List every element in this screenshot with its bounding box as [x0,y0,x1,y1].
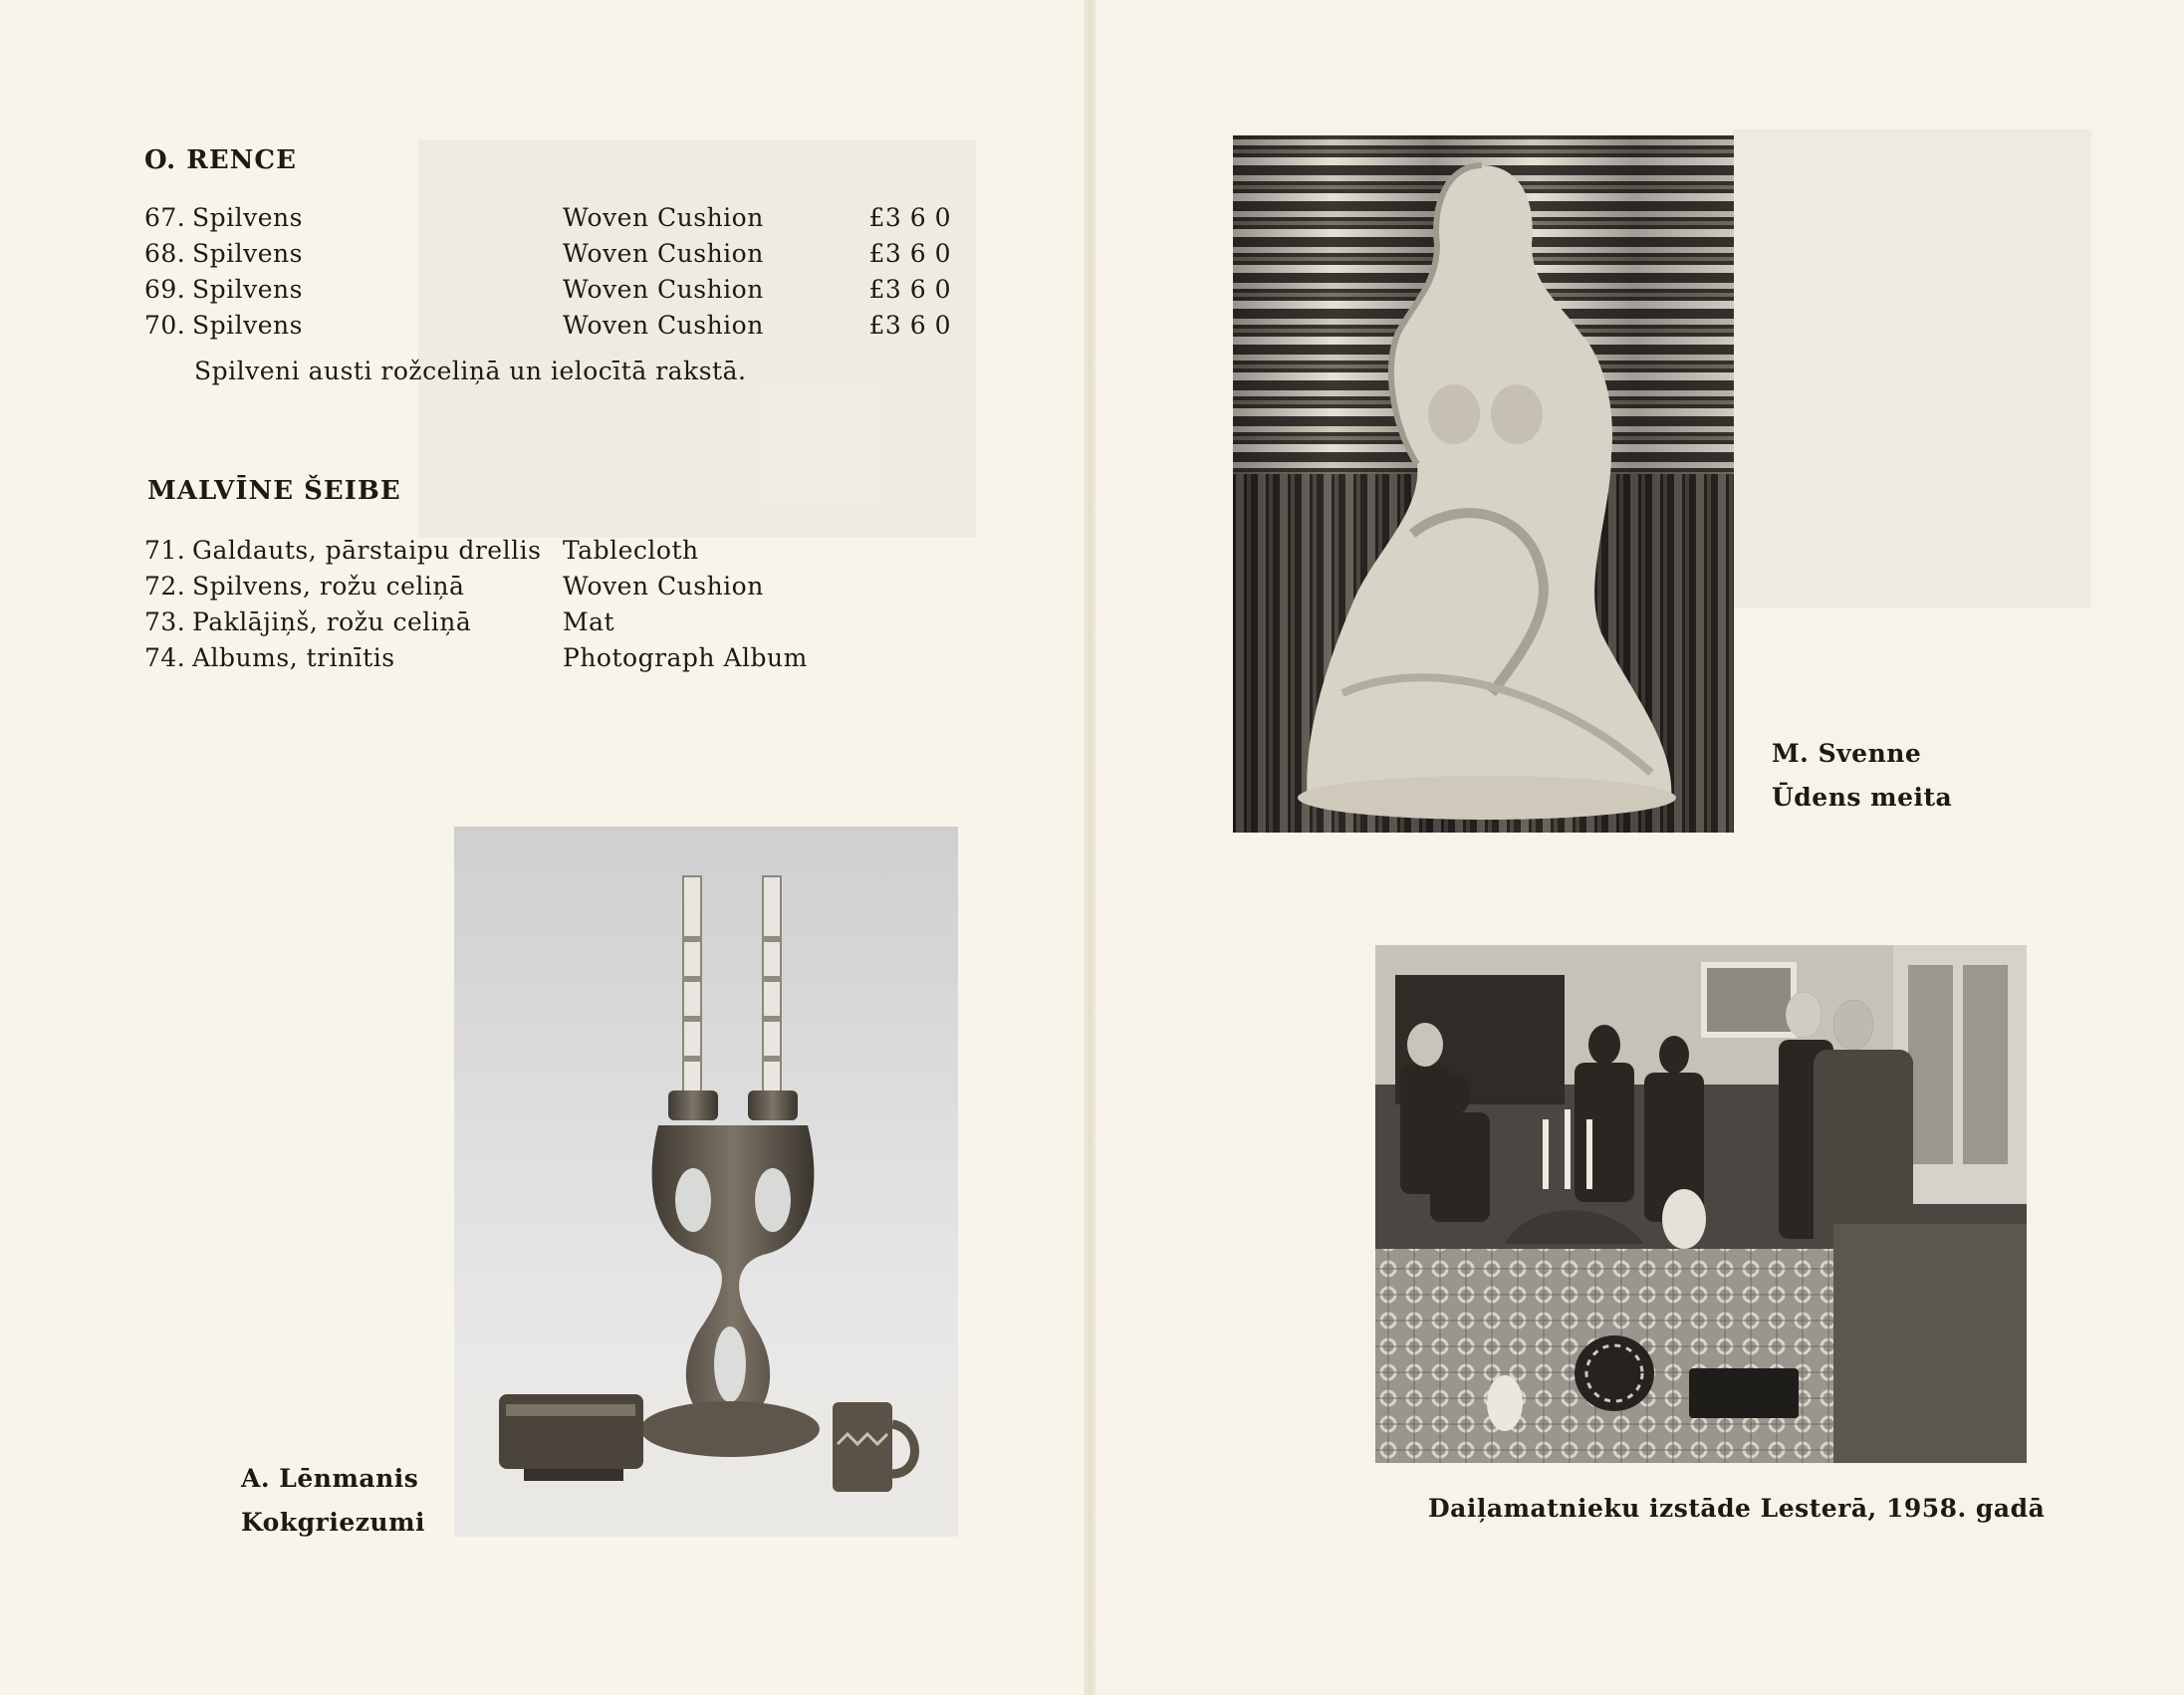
photo-caption-title: Ūdens meita [1772,783,1953,812]
list-item [144,607,961,641]
candlestick-photo [454,827,958,1537]
list-item [144,572,961,605]
item-english-name: Woven Cushion [563,239,764,268]
exhibition-caption: Daiļamatnieku izstāde Lesterā, 1958. gadā [1428,1494,2046,1523]
item-number: 68. [144,239,186,268]
photo-caption-author: M. Svenne [1772,739,1922,768]
bleed-through-shadow [1733,129,2091,607]
list-item [144,239,961,273]
item-number: 73. [144,607,186,636]
list-item [144,275,961,309]
item-latvian-name: Galdauts, pārstaipu drellis [192,536,542,565]
photo-caption-title: Kokgriezumi [241,1508,426,1537]
item-latvian-name: Spilvens [192,275,303,304]
left-page [0,0,1086,1695]
item-number: 74. [144,643,186,672]
item-english-name: Woven Cushion [563,275,764,304]
item-price: £3 6 0 [868,275,951,304]
item-price: £3 6 0 [868,311,951,340]
item-number: 71. [144,536,186,565]
item-number: 72. [144,572,186,601]
item-number: 69. [144,275,186,304]
item-english-name: Woven Cushion [563,572,764,601]
right-page [1095,0,2184,1695]
item-latvian-name: Spilvens [192,239,303,268]
section-note: Spilveni austi rožceliņā un ielocītā rakstā. [194,357,747,385]
photo-caption-author: A. Lēnmanis [241,1464,419,1493]
list-item [144,536,961,570]
item-latvian-name: Spilvens [192,311,303,340]
item-english-name: Woven Cushion [563,311,764,340]
item-english-name: Woven Cushion [563,203,764,232]
item-latvian-name: Albums, trinītis [192,643,395,672]
item-number: 70. [144,311,186,340]
list-item [144,643,961,677]
item-latvian-name: Paklājiņš, rožu celiņā [192,607,472,636]
item-english-name: Photograph Album [563,643,808,672]
list-item [144,311,961,345]
item-latvian-name: Spilvens [192,203,303,232]
section-heading-seibe: MALVĪNE ŠEIBE [147,476,401,506]
item-english-name: Tablecloth [563,536,699,565]
item-price: £3 6 0 [868,203,951,232]
mermaid-sculpture-photo [1233,135,1734,833]
section-heading-rence: O. RENCE [144,145,297,175]
item-price: £3 6 0 [868,239,951,268]
exhibition-photo [1375,945,2027,1463]
item-number: 67. [144,203,186,232]
item-latvian-name: Spilvens, rožu celiņā [192,572,465,601]
item-english-name: Mat [563,607,615,636]
list-item [144,203,961,237]
